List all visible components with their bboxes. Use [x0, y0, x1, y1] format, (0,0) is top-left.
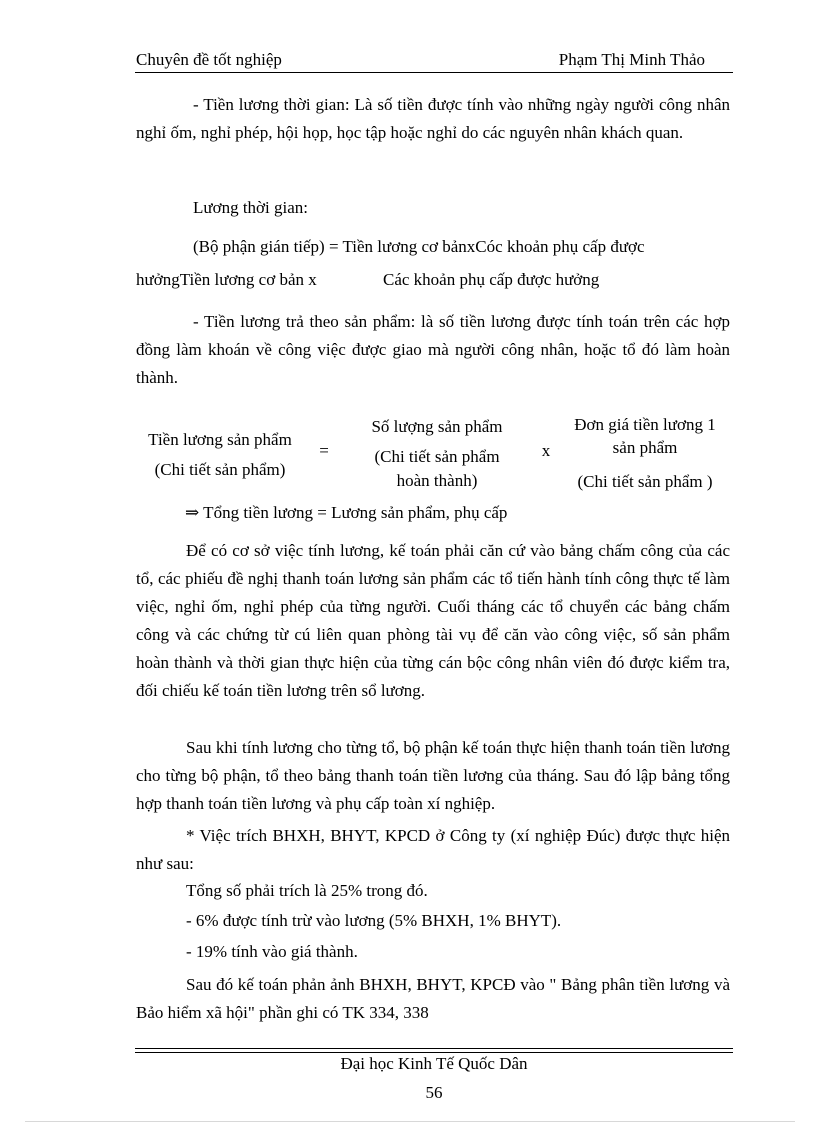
formula-left: [130, 425, 310, 485]
page-edge-rule: [25, 1121, 795, 1122]
paragraph-reflect: Sau đó kế toán phản ảnh BHXH, BHYT, KPCĐ vào " Bảng phân tiền lương và Bảo hiểm xã hội" phần ghi có TK 334, 338: [136, 975, 730, 1022]
deduction-total: Tổng số phải trích là 25% trong đó.: [186, 881, 428, 900]
formula-right-line3: (Chi tiết sản phẩm ): [577, 472, 713, 491]
formula-mid-line1: Số lượng sản phẩm: [371, 417, 503, 436]
formula-middle: [352, 412, 522, 492]
header-author: Phạm Thị Minh Thảo: [558, 50, 705, 69]
formula-left-line1: Tiền lương sản phẩm: [148, 430, 292, 449]
formula-right-line1: Đơn giá tiền lương 1: [574, 415, 716, 434]
formula-equals: =: [319, 441, 329, 460]
page-header: [135, 48, 733, 73]
formula-right-line2: sản phẩm: [612, 438, 678, 457]
footer-rule-top: [135, 1048, 733, 1049]
formula-mid-line2: (Chi tiết sản phẩm: [374, 447, 500, 466]
page-number: 56: [425, 1083, 443, 1102]
deduction-cost: - 19% tính vào giá thành.: [186, 942, 358, 961]
indirect-dept-formula-line1: (Bộ phận gián tiếp) = Tiền lương cơ bảnxCóc khoản phụ cấp được: [193, 237, 645, 256]
formula-right: [560, 413, 730, 495]
footer-school: Đại học Kinh Tế Quốc Dân: [340, 1054, 528, 1073]
indirect-dept-formula-line2b: Các khoản phụ cấp được hưởng: [383, 270, 600, 289]
paragraph-product-wage: - Tiền lương trả theo sản phẩm: là số tiền lương được tính toán trên các hợp đồng làm khoán về công việc được giao mà người công nhân, hoặc tổ đó làm hoàn thành.: [136, 312, 730, 387]
formula-left-line2: (Chi tiết sản phẩm): [154, 460, 286, 479]
header-title: Chuyên đề tốt nghiệp: [136, 50, 282, 69]
paragraph-payment: Sau khi tính lương cho từng tổ, bộ phận kế toán thực hiện thanh toán tiền lương cho từng bộ phận, tổ theo bảng thanh toán tiền lương của tháng. Sau đó lập bảng tổng hợp thanh toán tiền lương và phụ cấp toàn xí nghiệp.: [136, 738, 730, 813]
formula-mid-line3: hoàn thành): [396, 471, 478, 490]
total-wage-line: ⇒ Tổng tiền lương = Lương sản phẩm, phụ cấp: [185, 503, 508, 522]
paragraph-time-wage: - Tiền lương thời gian: Là số tiền được tính vào những ngày người công nhân nghỉ ốm, nghỉ phép, hội họp, học tập hoặc nghỉ do các nguyên nhân khách quan.: [136, 95, 730, 142]
formula-times: x: [541, 441, 551, 460]
paragraph-insurance: * Việc trích BHXH, BHYT, KPCD ở Công ty (xí nghiệp Đúc) được thực hiện như sau:: [136, 826, 730, 873]
time-wage-label: Lương thời gian:: [193, 198, 309, 217]
indirect-dept-formula-line2a: hưởngTiền lương cơ bản x: [136, 270, 317, 289]
deduction-salary: - 6% được tính trừ vào lương (5% BHXH, 1% BHYT).: [186, 911, 562, 930]
footer-rule-bottom: [135, 1052, 733, 1053]
paragraph-basis: Để có cơ sở việc tính lương, kế toán phải căn cứ vào bảng chấm công của các tổ, các phiếu đề nghị thanh toán lương sản phẩm các tổ tiến hành tính công thực tế làm việc, nghỉ ốm, nghỉ phép của từng người. Cuối tháng các tổ chuyển các bảng chấm công và các chứng từ cú liên quan phòng tài vụ để căn vào công việc, số sản phẩm hoàn thành và thời gian thực hiện của từng cán bộc công nhân viên đó được kiểm tra, đối chiếu kế toán tiền lương trên sổ lương.: [136, 541, 730, 700]
